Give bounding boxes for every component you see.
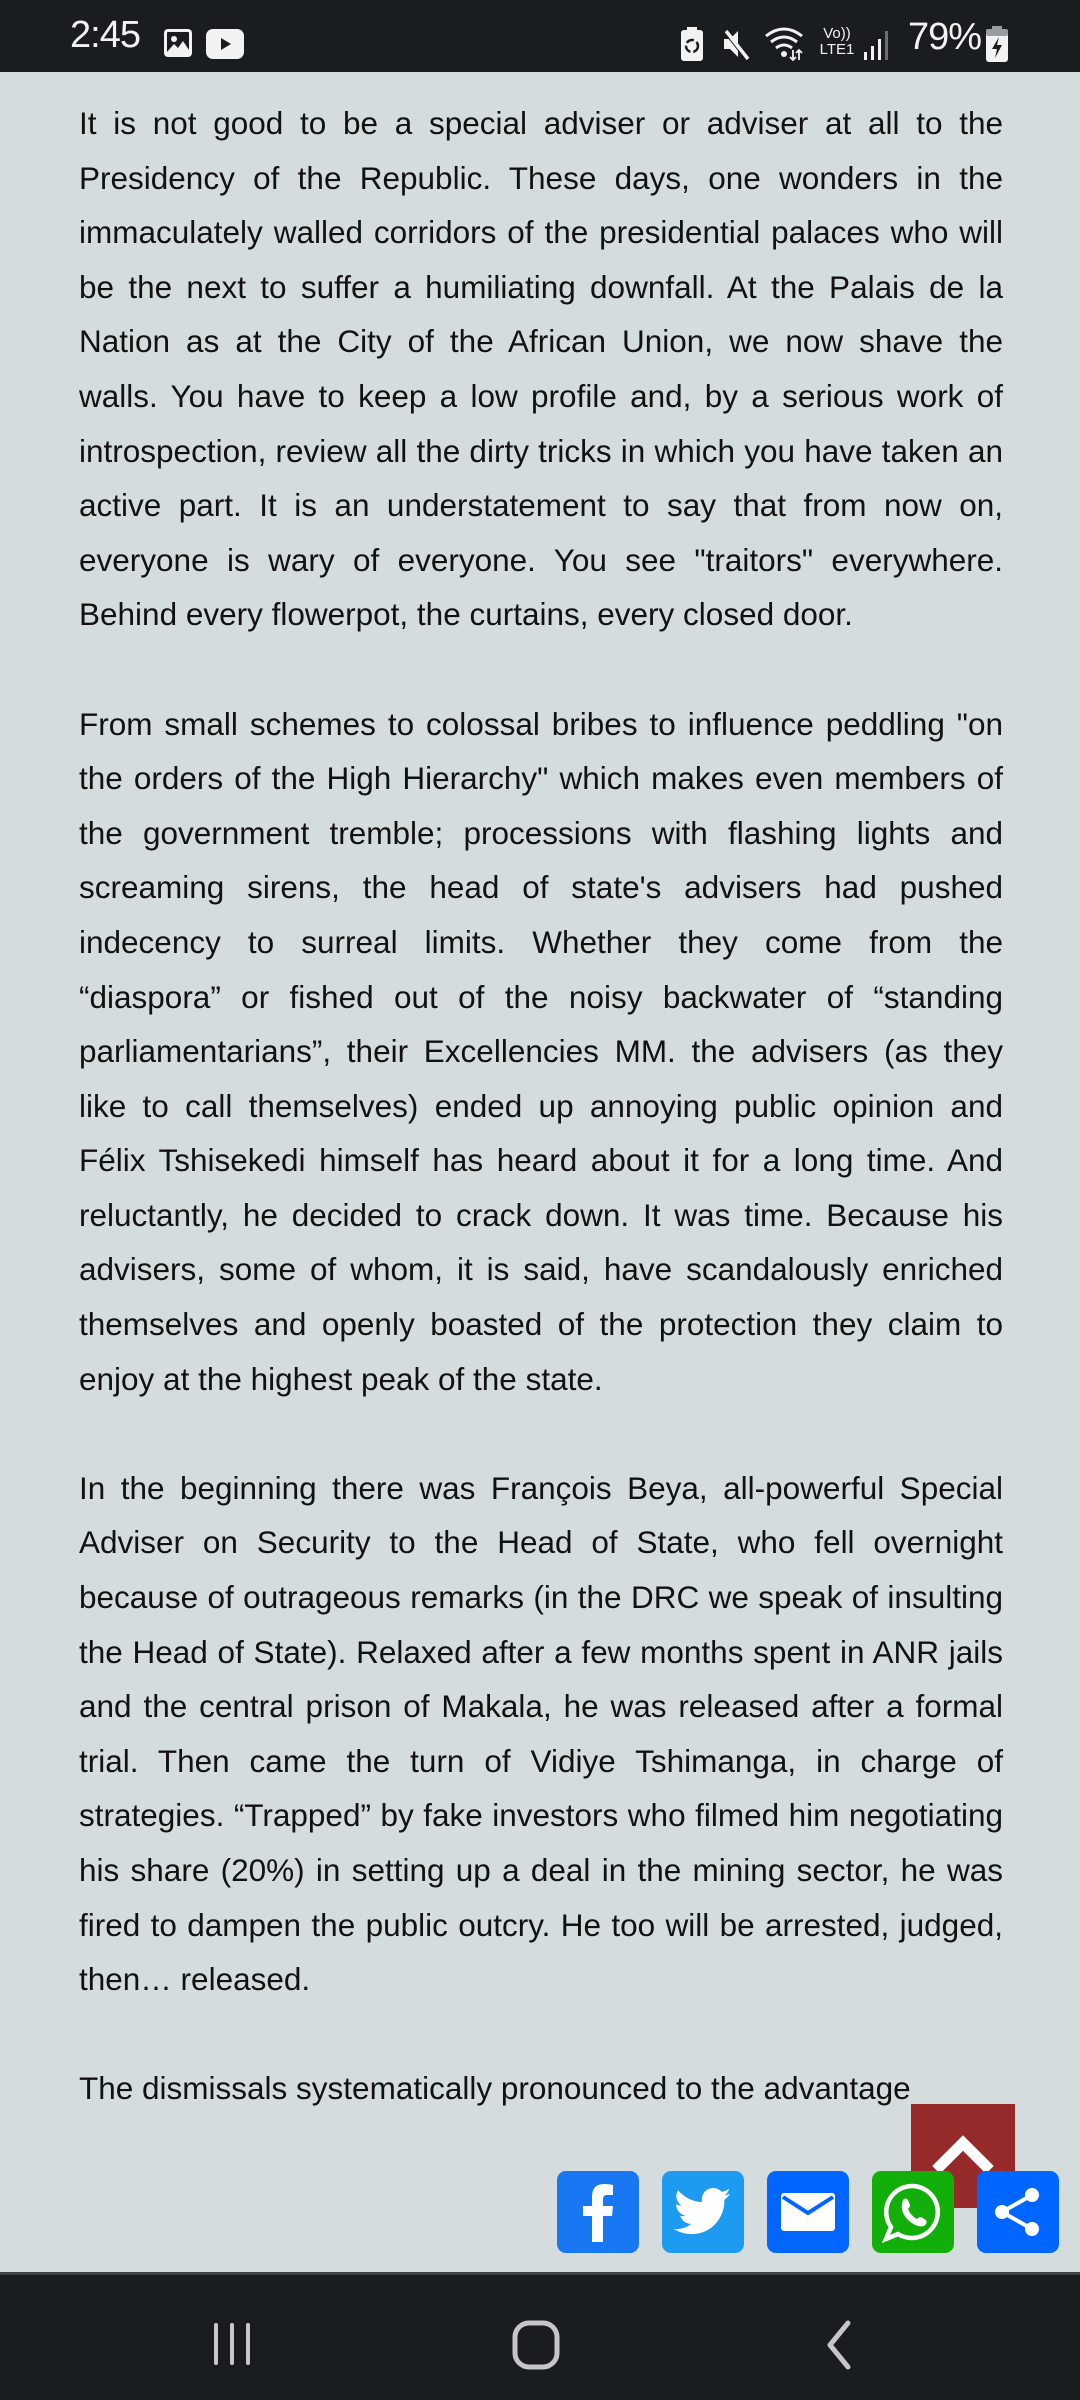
navigation-bar xyxy=(0,2272,1080,2400)
lte1-label: LTE1 xyxy=(819,41,855,58)
home-icon[interactable] xyxy=(510,2319,562,2371)
facebook-icon xyxy=(573,2182,623,2242)
status-time: 2:45 xyxy=(70,14,140,56)
article-paragraph: From small schemes to colossal bribes to influence peddling "on the orders of the High Hierarchy" which makes even members of the government tremble; processions with flashing lights and screaming sirens, the head of state's advisers had pushed indecency to surreal limits. Whether they come from the “diaspora” or fished out of the noisy backwater of “standing parliamentarians”, their Excellencies MM. the advisers (as they like to call themselves) ended up annoying public opinion and Félix Tshisekedi himself has heard about it for a long time. And reluctantly, he decided to crack down. It was time. Because his advisers, some of whom, it is said, have scandalously enriched themselves and openly boasted of the protection they claim to enjoy at the highest peak of the state. xyxy=(79,705,1003,1397)
battery-saver-icon xyxy=(680,27,704,61)
share-button[interactable] xyxy=(977,2171,1059,2253)
share-icon xyxy=(988,2182,1048,2242)
mute-icon xyxy=(720,27,752,61)
battery-charging-icon xyxy=(985,26,1009,62)
volte-lte1-icon xyxy=(817,26,857,58)
gallery-icon xyxy=(163,28,193,58)
whatsapp-share-button[interactable] xyxy=(872,2171,954,2253)
battery-percent: 79% xyxy=(908,16,982,58)
volte-label: Vo)) xyxy=(823,25,851,42)
article-content[interactable] xyxy=(0,72,1080,2272)
recents-icon[interactable] xyxy=(208,2319,256,2369)
facebook-share-button[interactable] xyxy=(557,2171,639,2253)
article-paragraph: In the beginning there was François Beya, all-powerful Special Adviser on Security to the Head of State, who fell overnight because of outrageous remarks (in the DRC we speak of insulting the Head of State). Relaxed after a few months spent in ANR jails and the central prison of Makala, he was released after a formal trial. Then came the turn of Vidiye Tshimanga, in charge of strategies. “Trapped” by fake investors who filmed him negotiating his share (20%) in setting up a deal in the mining sector, he was fired to dampen the public outcry. He too will be arrested, judged, then… released. xyxy=(79,1469,1003,1998)
article-body xyxy=(79,96,1003,2171)
signal-icon xyxy=(862,30,894,60)
email-icon xyxy=(781,2193,835,2231)
article-paragraph: The dismissals systematically pronounced to the advantage xyxy=(79,2070,911,2107)
back-icon[interactable] xyxy=(818,2319,858,2371)
youtube-icon xyxy=(206,29,244,59)
whatsapp-icon xyxy=(882,2181,944,2243)
twitter-icon xyxy=(674,2188,732,2236)
wifi-icon xyxy=(764,26,804,62)
status-bar xyxy=(0,0,1080,72)
twitter-share-button[interactable] xyxy=(662,2171,744,2253)
email-share-button[interactable] xyxy=(767,2171,849,2253)
article-paragraph: It is not good to be a special adviser or adviser at all to the Presidency of the Republic. These days, one wonders in the immaculately walled corridors of the presidential palaces who will be the next to suffer a humiliating downfall. At the Palais de la Nation as at the City of the African Union, we now shave the walls. You have to keep a low profile and, by a serious work of introspection, review all the dirty tricks in which you have taken an active part. It is an understatement to say that from now on, everyone is wary of everyone. You see "traitors" everywhere. Behind every flowerpot, the curtains, every closed door. xyxy=(79,105,1003,633)
